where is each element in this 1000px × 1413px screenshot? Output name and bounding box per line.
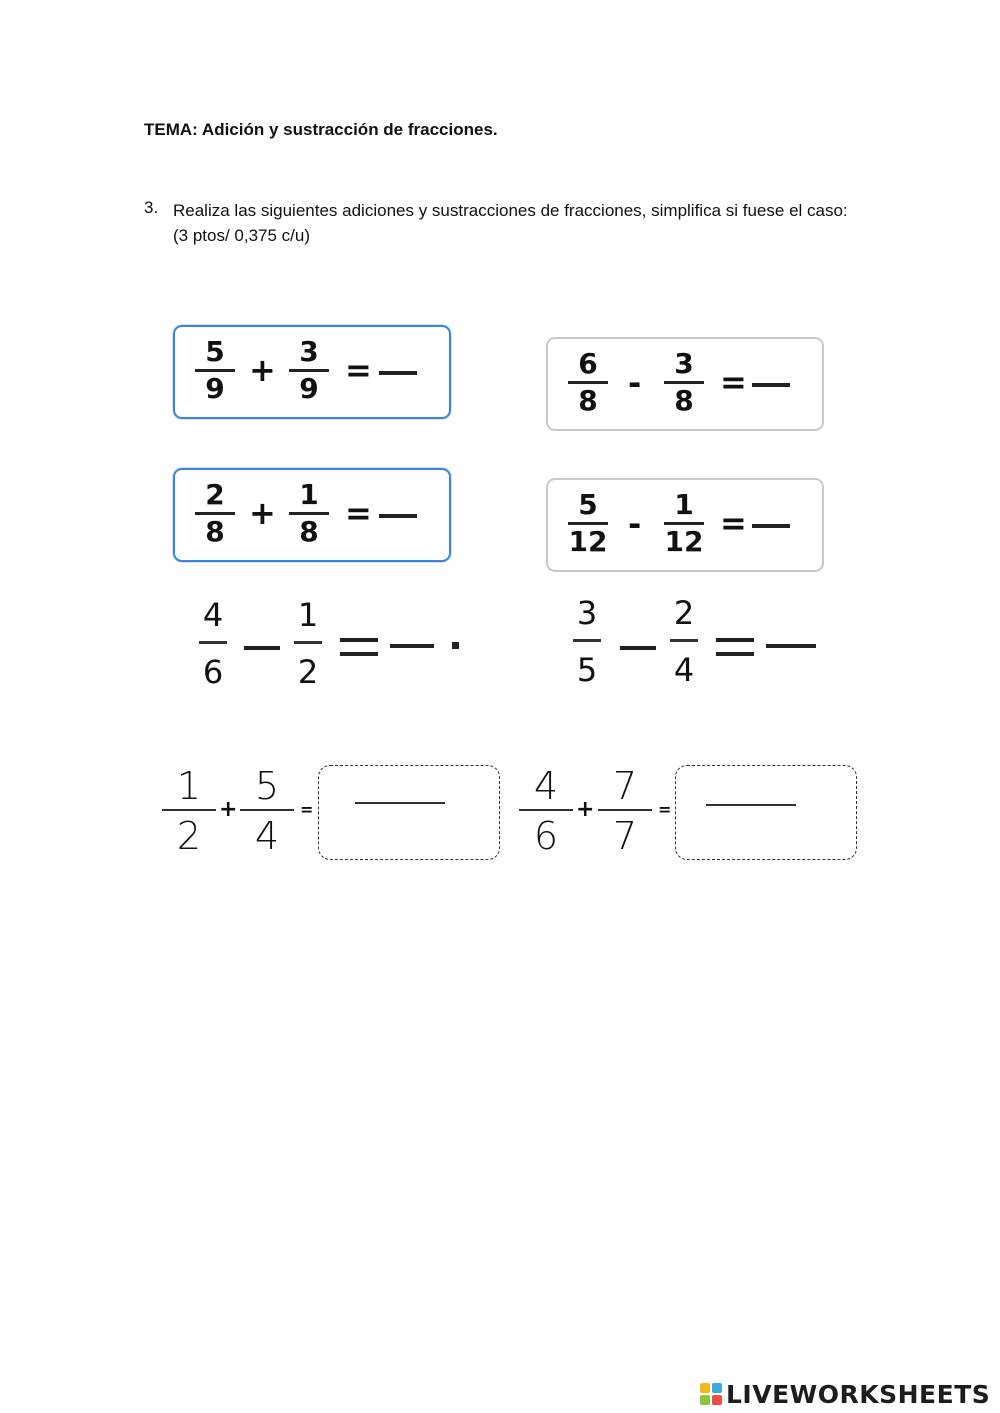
instruction-text: Realiza las siguientes adiciones y sustracciones de fracciones, simplifica si fuese el caso: (3 ptos/ 0,375 c/u) bbox=[173, 201, 848, 245]
answer-box[interactable] bbox=[318, 765, 500, 860]
fraction-b: 1 2 bbox=[288, 597, 328, 690]
equals-sign-bottom bbox=[716, 652, 754, 656]
equals-sign-bottom bbox=[340, 652, 378, 656]
fraction-b: 3 9 bbox=[285, 337, 333, 404]
fraction-a: 3 5 bbox=[567, 595, 607, 688]
operator: - bbox=[628, 364, 642, 402]
fraction-a: 2 8 bbox=[191, 480, 239, 547]
fraction-b: 2 4 bbox=[664, 595, 704, 688]
minus-sign bbox=[244, 646, 280, 650]
period-dot bbox=[452, 642, 459, 649]
logo-text: LIVEWORKSHEETS bbox=[726, 1379, 991, 1409]
answer-blank[interactable] bbox=[752, 524, 790, 528]
answer-blank[interactable] bbox=[766, 644, 816, 648]
fraction-a: 5 12 bbox=[568, 488, 608, 558]
exercise-box-4 bbox=[546, 478, 824, 572]
operator: + bbox=[249, 351, 276, 389]
answer-blank[interactable] bbox=[379, 514, 417, 518]
operator: + bbox=[249, 494, 276, 532]
fraction-a: 5 9 bbox=[191, 337, 239, 404]
equals-sign: = bbox=[300, 800, 314, 819]
equals-sign: = bbox=[345, 351, 372, 389]
answer-blank[interactable] bbox=[752, 383, 790, 387]
fraction-b: 1 8 bbox=[285, 480, 333, 547]
minus-sign bbox=[620, 646, 656, 650]
operator: - bbox=[628, 505, 642, 543]
fraction-a: 6 8 bbox=[564, 349, 612, 416]
exercise-box-3 bbox=[173, 468, 451, 562]
answer-line bbox=[706, 804, 796, 806]
operator: + bbox=[219, 797, 238, 822]
fraction-b: 3 8 bbox=[660, 349, 708, 416]
fraction-b: 7 7 bbox=[598, 766, 652, 856]
operator: + bbox=[576, 797, 595, 822]
equals-sign-top bbox=[716, 638, 754, 642]
exercise-box-1 bbox=[173, 325, 451, 419]
exercise-box-2 bbox=[546, 337, 824, 431]
equals-sign: = bbox=[720, 504, 747, 542]
answer-blank[interactable] bbox=[390, 644, 434, 648]
fraction-b: 5 4 bbox=[240, 766, 294, 856]
equals-sign: = bbox=[345, 494, 372, 532]
fraction-a: 4 6 bbox=[519, 766, 573, 856]
liveworksheets-logo bbox=[700, 1378, 990, 1410]
fraction-a: 4 6 bbox=[193, 597, 233, 690]
equals-sign: = bbox=[720, 363, 747, 401]
answer-box[interactable] bbox=[675, 765, 857, 860]
answer-line bbox=[355, 802, 445, 804]
instruction-number: 3. bbox=[144, 198, 159, 217]
answer-blank[interactable] bbox=[379, 371, 417, 375]
equals-sign-top bbox=[340, 638, 378, 642]
fraction-a: 1 2 bbox=[162, 766, 216, 856]
logo-mark-icon bbox=[700, 1383, 722, 1405]
fraction-b: 1 12 bbox=[664, 488, 704, 558]
equals-sign: = bbox=[658, 800, 672, 819]
page-title: TEMA: Adición y sustracción de fracciones. bbox=[144, 120, 498, 139]
